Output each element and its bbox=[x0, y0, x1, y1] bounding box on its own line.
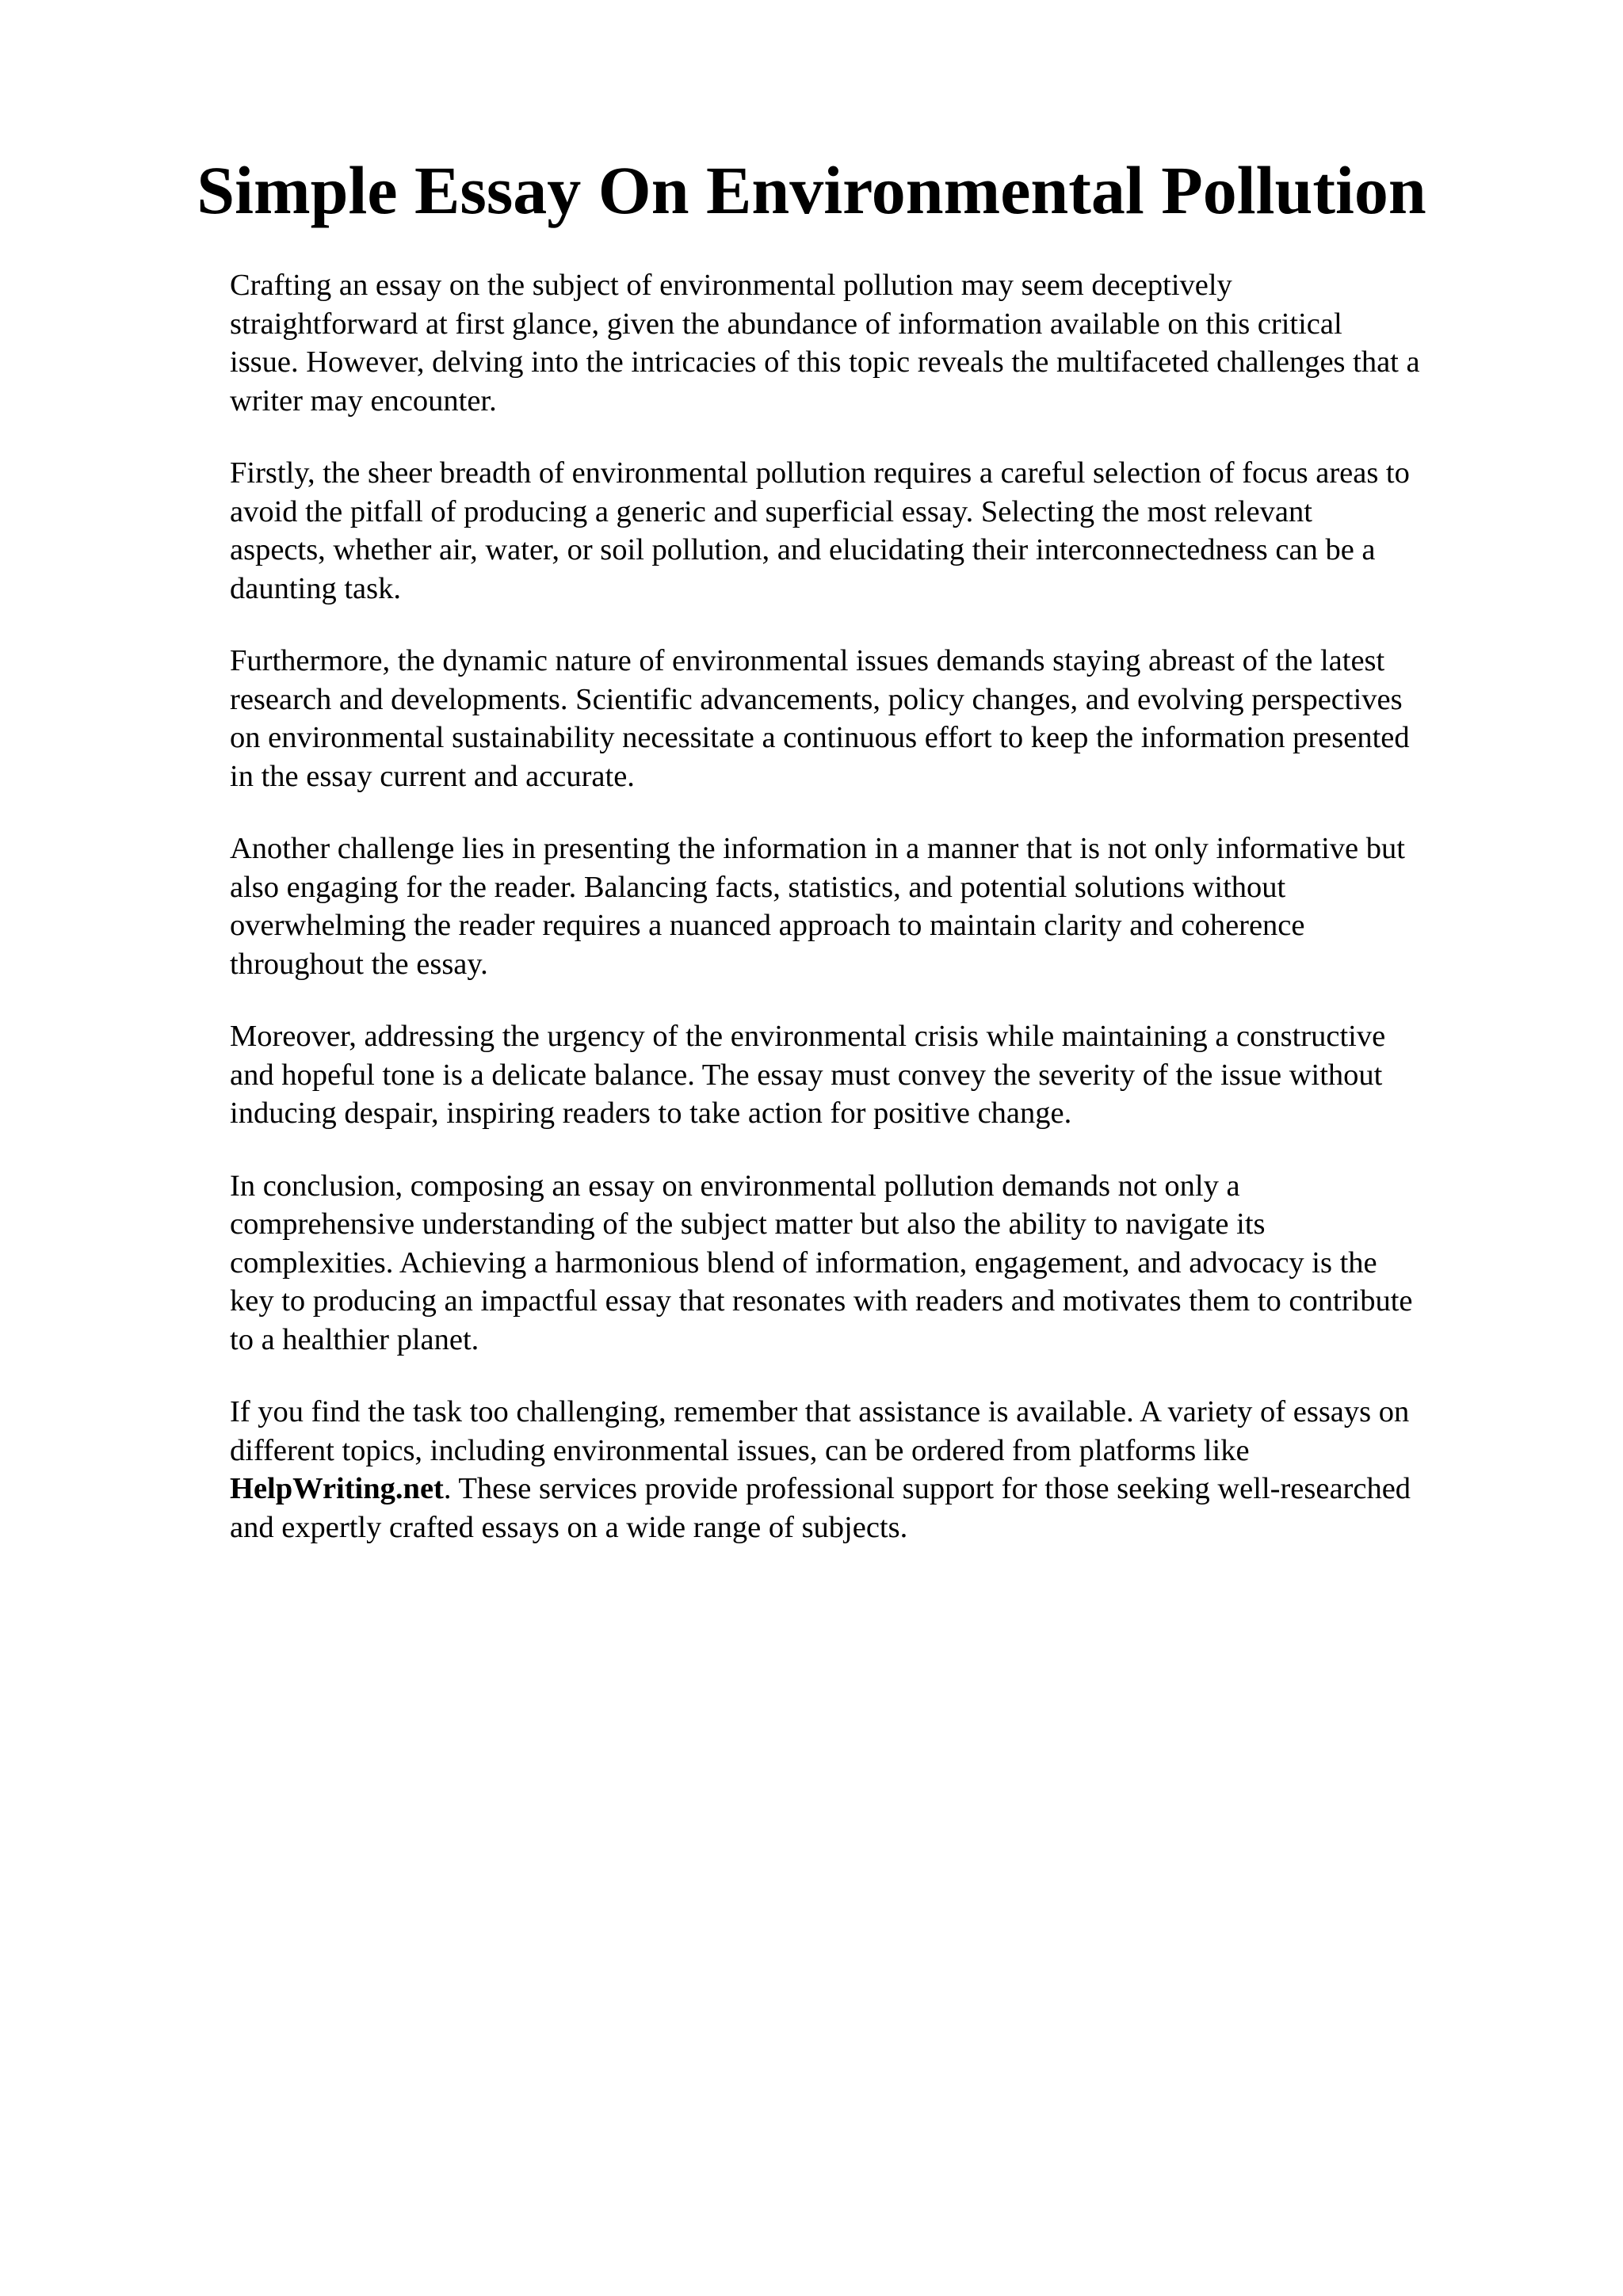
paragraph-line: Moreover, addressing the urgency of the environmental crisis while maintaining a constructive bbox=[230, 1020, 1386, 1053]
essay-paragraph bbox=[230, 1167, 1507, 1360]
paragraph-line: in the essay current and accurate. bbox=[230, 759, 635, 793]
paragraph-line: overwhelming the reader requires a nuanced approach to maintain clarity and coherence bbox=[230, 909, 1305, 942]
paragraph-line: If you find the task too challenging, remember that assistance is available. A variety of essays on bbox=[230, 1395, 1410, 1428]
essay-paragraph bbox=[230, 642, 1507, 795]
paragraph-line: Another challenge lies in presenting the information in a manner that is not only informative but bbox=[230, 832, 1405, 865]
paragraph-line: daunting task. bbox=[230, 571, 401, 605]
paragraph-line bbox=[230, 1470, 1507, 1508]
paragraph-line: complexities. Achieving a harmonious blend of information, engagement, and advocacy is the bbox=[230, 1245, 1377, 1280]
essay-paragraph bbox=[230, 1017, 1507, 1133]
essay-body bbox=[230, 266, 1507, 1581]
paragraph-line: issue. However, delving into the intricacies of this topic reveals the multifaceted challenges that a bbox=[230, 345, 1420, 379]
essay-paragraphs bbox=[230, 266, 1507, 1359]
paragraph-line: different topics, including environmental issues, can be ordered from platforms like bbox=[230, 1433, 1250, 1467]
closing-paragraph bbox=[230, 1393, 1507, 1547]
paragraph-line: key to producing an impactful essay that resonates with readers and motivates them to contribute bbox=[230, 1284, 1413, 1318]
closing-line-text: . These services provide professional support for those seeking well-researched bbox=[443, 1472, 1411, 1505]
paragraph-line: avoid the pitfall of producing a generic and superficial essay. Selecting the most relevant bbox=[230, 494, 1312, 528]
paragraph-line: comprehensive understanding of the subject matter but also the ability to navigate its bbox=[230, 1207, 1266, 1241]
essay-paragraph bbox=[230, 266, 1507, 420]
paragraph-line: research and developments. Scientific advancements, policy changes, and evolving perspectives bbox=[230, 682, 1403, 716]
paragraph-line: and hopeful tone is a delicate balance. The essay must convey the severity of the issue without bbox=[230, 1058, 1383, 1092]
paragraph-line: throughout the essay. bbox=[230, 947, 488, 981]
paragraph-line: In conclusion, composing an essay on environmental pollution demands not only a bbox=[230, 1169, 1240, 1203]
paragraph-line: and expertly crafted essays on a wide range of subjects. bbox=[230, 1510, 908, 1544]
essay-paragraph bbox=[230, 830, 1507, 983]
paragraph-line: to a healthier planet. bbox=[230, 1322, 479, 1356]
paragraph-line: Crafting an essay on the subject of environmental pollution may seem deceptively bbox=[230, 269, 1232, 302]
page-title: Simple Essay On Environmental Pollution bbox=[197, 152, 1426, 228]
helpwriting-link[interactable]: HelpWriting.net bbox=[230, 1472, 444, 1505]
paragraph-line: Firstly, the sheer breadth of environmental pollution requires a careful selection of focus areas to bbox=[230, 456, 1410, 490]
paragraph-line: writer may encounter. bbox=[230, 383, 497, 418]
paragraph-line: on environmental sustainability necessitate a continuous effort to keep the information presented bbox=[230, 721, 1410, 754]
paragraph-line: also engaging for the reader. Balancing facts, statistics, and potential solutions without bbox=[230, 870, 1286, 904]
paragraph-line: aspects, whether air, water, or soil pollution, and elucidating their interconnectedness can be a bbox=[230, 533, 1376, 566]
paragraph-line: inducing despair, inspiring readers to take action for positive change. bbox=[230, 1097, 1072, 1130]
paragraph-line: Furthermore, the dynamic nature of environmental issues demands staying abreast of the latest bbox=[230, 644, 1385, 677]
essay-paragraph bbox=[230, 454, 1507, 608]
paragraph-line: straightforward at first glance, given the abundance of information available on this critical bbox=[230, 307, 1342, 341]
